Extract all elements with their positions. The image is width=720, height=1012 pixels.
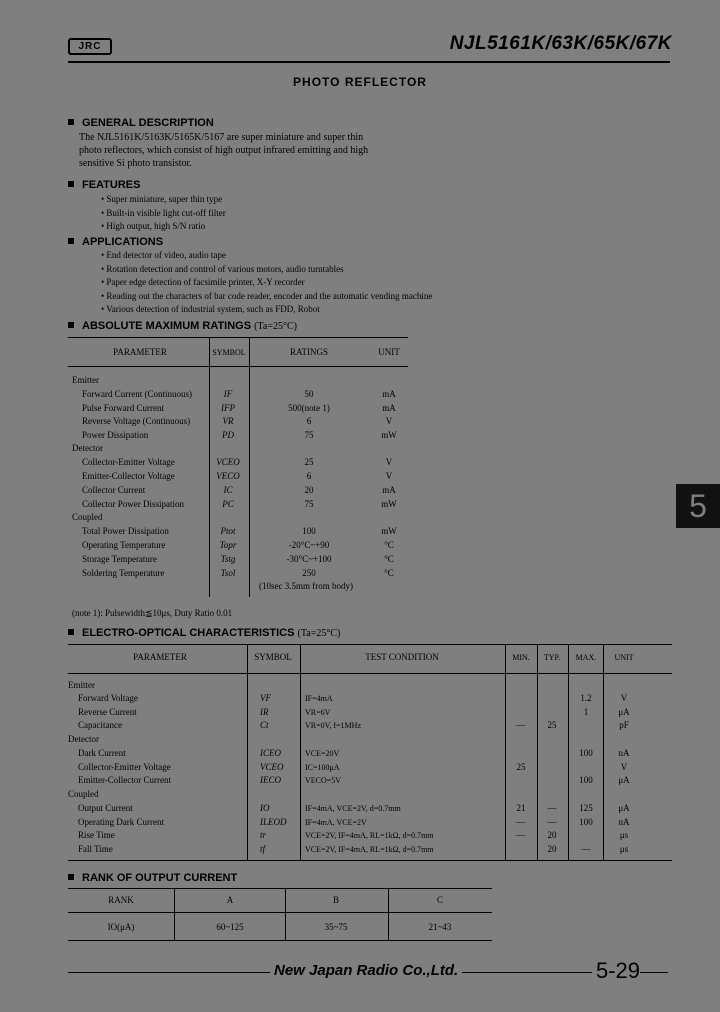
page-number: 5-29 bbox=[592, 958, 640, 984]
table-divider bbox=[247, 644, 248, 860]
table-cell: Ct bbox=[260, 720, 269, 730]
bullet-square-icon bbox=[68, 181, 74, 187]
section-tab: 5 bbox=[676, 484, 720, 528]
table-cell: VCE=2V, IF=4mA, RL=1kΩ, d=0.7mm bbox=[305, 831, 434, 840]
table-cell: 35~75 bbox=[324, 922, 348, 932]
table-cell: Capacitance bbox=[78, 720, 122, 730]
table-cell: 60~125 bbox=[216, 922, 244, 932]
table-cell: μA bbox=[618, 775, 630, 785]
table-cell: Collector Power Dissipation bbox=[82, 499, 184, 509]
table-cell: Tsol bbox=[220, 568, 236, 578]
table-cell: IF bbox=[223, 389, 233, 399]
column-header: UNIT bbox=[378, 347, 400, 357]
table-cell: Collector Current bbox=[82, 485, 146, 495]
table-divider bbox=[174, 888, 175, 940]
bullet-square-icon bbox=[68, 238, 74, 244]
table-cell: VECO=5V bbox=[305, 776, 342, 785]
table-cell: VF bbox=[260, 693, 271, 703]
table-cell: — bbox=[516, 720, 526, 730]
table-cell: V bbox=[385, 416, 393, 426]
bullet-square-icon bbox=[68, 874, 74, 880]
table-cell: IF=4mA, VCE=2V, d=0.7mm bbox=[305, 804, 401, 813]
table-rule bbox=[68, 940, 492, 941]
group-label: Emitter bbox=[72, 375, 99, 385]
table-cell: VR=0V, f=1MHz bbox=[305, 721, 361, 730]
table-cell: Operating Temperature bbox=[82, 540, 166, 550]
bullet-square-icon bbox=[68, 119, 74, 125]
table-cell: 6 bbox=[306, 416, 312, 426]
list-item: • Super miniature, super thin type bbox=[101, 193, 226, 207]
group-label: Detector bbox=[72, 443, 103, 453]
solder-note: (10sec 3.5mm from body) bbox=[259, 581, 353, 591]
table-rule bbox=[68, 912, 492, 913]
list-item: • Reading out the characters of bar code reader, encoder and the automatic vending machine bbox=[101, 290, 432, 304]
table-cell: 1.2 bbox=[580, 693, 592, 703]
column-header: TYP. bbox=[543, 653, 561, 662]
column-header: C bbox=[436, 895, 444, 905]
jrc-logo: JRC bbox=[68, 38, 112, 55]
applications-heading: APPLICATIONS bbox=[68, 236, 163, 248]
table-cell: mA bbox=[382, 403, 396, 413]
table-cell: Topr bbox=[219, 540, 237, 550]
applications-list bbox=[101, 249, 432, 317]
table-rule bbox=[68, 366, 408, 367]
table-cell: 75 bbox=[304, 499, 314, 509]
table-cell: VR bbox=[222, 416, 234, 426]
table-cell: IF=4mA, VCE=2V bbox=[305, 818, 367, 827]
list-item: • Various detection of industrial system, such as FDD, Robot bbox=[101, 303, 432, 317]
column-header: MIN. bbox=[512, 653, 530, 662]
table-cell: VR=6V bbox=[305, 708, 331, 717]
table-cell: 21 bbox=[516, 803, 526, 813]
column-header: PARAMETER bbox=[133, 652, 187, 662]
table-cell: 250 bbox=[302, 568, 316, 578]
table-cell: μs bbox=[619, 830, 629, 840]
features-list bbox=[101, 193, 226, 234]
table-cell: -20°C~+90 bbox=[288, 540, 330, 550]
footer-brand: New Japan Radio Co.,Ltd. bbox=[270, 962, 462, 979]
bullet-square-icon bbox=[68, 629, 74, 635]
document-title: PHOTO REFLECTOR bbox=[293, 75, 427, 89]
table-cell: V bbox=[385, 457, 393, 467]
note-1: (note 1): Pulsewidth≦10μs, Duty Ratio 0.01 bbox=[72, 608, 233, 618]
table-cell: μA bbox=[618, 707, 630, 717]
table-cell: tr bbox=[260, 830, 267, 840]
list-item: • Rotation detection and control of various motors, audio turntables bbox=[101, 263, 432, 277]
table-cell: PD bbox=[222, 430, 234, 440]
table-cell: Rise Time bbox=[78, 830, 115, 840]
table-cell: μA bbox=[618, 803, 630, 813]
column-header: A bbox=[226, 895, 234, 905]
table-cell: — bbox=[516, 817, 526, 827]
table-cell: VCEO bbox=[216, 457, 240, 467]
column-header: MAX. bbox=[575, 653, 597, 662]
table-cell: VECO bbox=[216, 471, 240, 481]
table-rule bbox=[68, 644, 672, 645]
table-divider bbox=[505, 644, 506, 860]
column-header: PARAMETER bbox=[113, 347, 167, 357]
table-cell: 6 bbox=[306, 471, 312, 481]
table-cell: tf bbox=[260, 844, 266, 854]
table-cell: 25 bbox=[304, 457, 314, 467]
list-item: • Built-in visible light cut-off filter bbox=[101, 207, 226, 221]
list-item: • Paper edge detection of facsimile printer, X-Y recorder bbox=[101, 276, 432, 290]
table-cell: ICEO bbox=[260, 748, 281, 758]
table-cell: VCE=20V bbox=[305, 749, 340, 758]
rank-heading: RANK OF OUTPUT CURRENT bbox=[68, 872, 237, 884]
table-cell: IO(μA) bbox=[107, 922, 135, 932]
eo-heading: ELECTRO-OPTICAL CHARACTERISTICS (Ta=25°C) bbox=[68, 627, 340, 639]
table-cell: °C bbox=[384, 568, 394, 578]
table-cell: Reverse Voltage (Continuous) bbox=[82, 416, 191, 426]
abs-max-heading: ABSOLUTE MAXIMUM RATINGS (Ta=25°C) bbox=[68, 320, 297, 332]
description-line: The NJL5161K/5163K/5165K/5167 are super miniature and super thin bbox=[79, 132, 364, 143]
table-cell: Output Current bbox=[78, 803, 133, 813]
table-cell: Operating Dark Current bbox=[78, 817, 164, 827]
table-cell: — bbox=[547, 817, 557, 827]
table-cell: IFP bbox=[221, 403, 235, 413]
group-label: Coupled bbox=[68, 789, 99, 799]
table-cell: °C bbox=[384, 540, 394, 550]
header-rule bbox=[68, 61, 670, 63]
table-cell: 100 bbox=[302, 526, 316, 536]
table-cell: PC bbox=[222, 499, 234, 509]
group-label: Coupled bbox=[72, 512, 103, 522]
column-header: B bbox=[332, 895, 340, 905]
table-cell: mA bbox=[382, 389, 396, 399]
table-cell: 20 bbox=[547, 844, 557, 854]
table-cell: 75 bbox=[304, 430, 314, 440]
part-number: NJL5161K/63K/65K/67K bbox=[449, 33, 672, 54]
table-rule bbox=[68, 860, 672, 861]
table-divider bbox=[209, 337, 210, 597]
table-cell: Power Dissipation bbox=[82, 430, 149, 440]
features-heading: FEATURES bbox=[68, 179, 140, 191]
table-cell: °C bbox=[384, 554, 394, 564]
table-cell: Fall Time bbox=[78, 844, 113, 854]
table-cell: Ptot bbox=[220, 526, 236, 536]
list-item: • High output, high S/N ratio bbox=[101, 220, 226, 234]
table-cell: mW bbox=[381, 526, 397, 536]
table-cell: Tstg bbox=[220, 554, 236, 564]
table-cell: 100 bbox=[579, 748, 593, 758]
table-cell: Emitter-Collector Current bbox=[78, 775, 172, 785]
table-cell: Pulse Forward Current bbox=[82, 403, 164, 413]
description-line: sensitive Si photo transistor. bbox=[79, 158, 192, 169]
table-cell: nA bbox=[618, 748, 630, 758]
table-divider bbox=[568, 644, 569, 860]
table-cell: — bbox=[516, 830, 526, 840]
table-cell: V bbox=[620, 762, 628, 772]
table-cell: 50 bbox=[304, 389, 314, 399]
table-cell: — bbox=[547, 803, 557, 813]
table-cell: IO bbox=[260, 803, 270, 813]
table-cell: mW bbox=[381, 430, 397, 440]
table-cell: IECO bbox=[260, 775, 281, 785]
group-label: Detector bbox=[68, 734, 99, 744]
table-cell: Dark Current bbox=[78, 748, 126, 758]
table-cell: mW bbox=[381, 499, 397, 509]
table-cell: Reverse Current bbox=[78, 707, 137, 717]
table-cell: 125 bbox=[579, 803, 593, 813]
table-cell: mA bbox=[382, 485, 396, 495]
column-header: UNIT bbox=[614, 653, 634, 662]
table-cell: Collector-Emitter Voltage bbox=[78, 762, 171, 772]
table-rule bbox=[68, 673, 672, 674]
table-cell: 100 bbox=[579, 817, 593, 827]
description-line: photo reflectors, which consist of high output infrared emitting and high bbox=[79, 145, 369, 156]
table-cell: IC bbox=[223, 485, 233, 495]
list-item: • End detector of video, audio tape bbox=[101, 249, 432, 263]
group-label: Emitter bbox=[68, 680, 95, 690]
bullet-square-icon bbox=[68, 322, 74, 328]
table-cell: 20 bbox=[547, 830, 557, 840]
table-cell: V bbox=[385, 471, 393, 481]
table-rule bbox=[68, 337, 408, 338]
table-cell: Emitter-Collector Voltage bbox=[82, 471, 175, 481]
table-divider bbox=[249, 337, 250, 597]
table-rule bbox=[68, 888, 492, 889]
table-cell: nA bbox=[618, 817, 630, 827]
table-cell: pF bbox=[619, 720, 629, 730]
table-cell: Forward Voltage bbox=[78, 693, 138, 703]
table-cell: ILEOD bbox=[260, 817, 287, 827]
table-cell: 20 bbox=[304, 485, 314, 495]
table-cell: Total Power Dissipation bbox=[82, 526, 169, 536]
table-cell: 100 bbox=[579, 775, 593, 785]
column-header: SYMBOL bbox=[212, 348, 246, 357]
table-divider bbox=[537, 644, 538, 860]
general-description-heading: GENERAL DESCRIPTION bbox=[68, 117, 214, 129]
table-cell: 500(note 1) bbox=[288, 403, 330, 413]
table-cell: IF=4mA bbox=[305, 694, 333, 703]
table-cell: Soldering Temperature bbox=[82, 568, 165, 578]
table-cell: Storage Temperature bbox=[82, 554, 157, 564]
column-header: RATINGS bbox=[289, 347, 329, 357]
table-cell: μs bbox=[619, 844, 629, 854]
column-header: RANK bbox=[108, 895, 134, 905]
table-divider bbox=[300, 644, 301, 860]
table-cell: 21~43 bbox=[428, 922, 452, 932]
table-divider bbox=[603, 644, 604, 860]
general-description-text bbox=[79, 131, 419, 170]
table-cell: IR bbox=[260, 707, 269, 717]
table-cell: V bbox=[620, 693, 628, 703]
table-cell: 25 bbox=[547, 720, 557, 730]
table-cell: VCE=2V, IF=4mA, RL=1kΩ, d=0.7mm bbox=[305, 845, 434, 854]
table-cell: 25 bbox=[516, 762, 526, 772]
column-header: TEST CONDITION bbox=[365, 652, 439, 662]
table-cell: Forward Current (Continuous) bbox=[82, 389, 192, 399]
table-cell: Collector-Emitter Voltage bbox=[82, 457, 175, 467]
table-divider bbox=[388, 888, 389, 940]
table-cell: 1 bbox=[583, 707, 589, 717]
table-cell: VCEO bbox=[260, 762, 284, 772]
table-divider bbox=[285, 888, 286, 940]
table-cell: — bbox=[581, 844, 591, 854]
table-cell: -30°C~+100 bbox=[286, 554, 332, 564]
column-header: SYMBOL bbox=[254, 652, 292, 662]
table-cell: IC=100μA bbox=[305, 763, 340, 772]
